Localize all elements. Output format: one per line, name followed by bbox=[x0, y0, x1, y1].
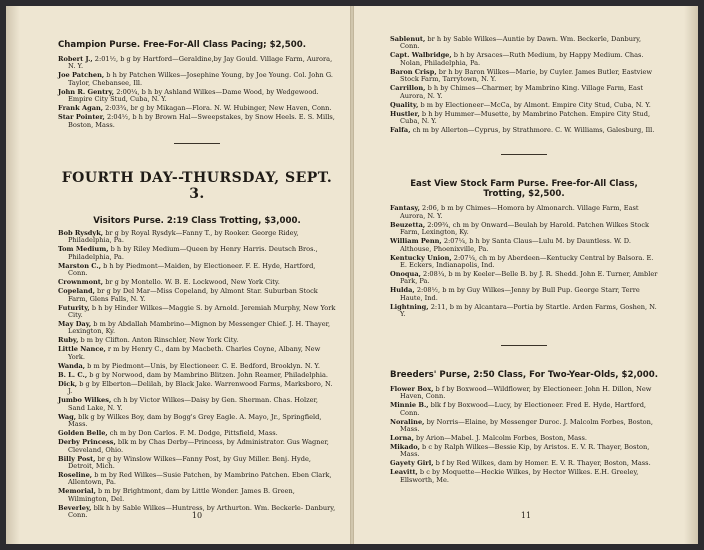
horse-details: by Arion—Mabel. J. Malcolm Forbes, Boston, Mass. bbox=[413, 433, 588, 442]
horse-name: Flower Box, bbox=[390, 384, 434, 393]
horse-entry bbox=[390, 52, 658, 67]
horse-details: r m by Henry C., dam by Macbeth. Charles Coyne, Albany, New York. bbox=[68, 345, 321, 361]
horse-name: Hulda, bbox=[390, 286, 415, 295]
horse-details: 2:09¾, ch m by Onward—Beulah by Harold. Patchen Wilkes Stock Farm, Lexington, Ky. bbox=[400, 220, 650, 237]
page-edge-shadow bbox=[6, 6, 20, 544]
horse-entry bbox=[390, 102, 658, 109]
horse-name: Jumbo Wilkes, bbox=[58, 396, 112, 405]
horse-name: Quality, bbox=[390, 100, 419, 109]
horse-name: Golden Belle, bbox=[58, 429, 108, 438]
horse-entry bbox=[390, 304, 658, 319]
horse-name: John R. Gentry, bbox=[58, 87, 115, 96]
horse-name: Leavitt, bbox=[390, 468, 418, 477]
horse-name: Wag, bbox=[58, 412, 77, 421]
horse-name: Bob Rysdyk, bbox=[58, 229, 104, 238]
horse-details: 2:06, b m by Chimes—Homora by Almonarch. Village Farm, East Aurora, N. Y. bbox=[400, 204, 639, 220]
horse-details: 2:11, b m by Alcantara—Portia by Startle. Arden Farms, Goshen, N. Y. bbox=[400, 302, 657, 319]
horse-entry bbox=[390, 255, 658, 270]
horse-entry bbox=[58, 456, 336, 471]
horse-details: b c by Moquette—Heckie Wilkes, by Hector Wilkes. E.H. Greeley, Ellsworth, Me. bbox=[400, 468, 639, 484]
horse-entry bbox=[390, 435, 658, 442]
horse-details: 2:07¼, ch m by Aberdeen—Kentucky Central by Balsora. E. E. Eckers, Indianapolis, Ind. bbox=[400, 253, 654, 270]
horse-details: b h by Patchen Wilkes—Josephine Young, by Joe Young. Col. John G. Taylor, Chebansee, Ill. bbox=[68, 71, 333, 87]
horse-name: Marston C., bbox=[58, 261, 102, 270]
horse-details: b m by Clifton. Anton Rinschler, New York City. bbox=[78, 336, 239, 345]
horse-name: Little Nance, bbox=[58, 345, 106, 354]
horse-details: 2:04½, b h by Brown Hal—Sweepstakes, by Snow Heels. E. S. Mills, Boston, Mass. bbox=[68, 113, 335, 129]
horse-name: Futurity, bbox=[58, 303, 90, 312]
horse-details: 2:07¼, b h by Santa Claus—Lulu M. by Dauntless. W. D. Althouse, Phoenixville, Pa. bbox=[400, 237, 631, 253]
horse-entry bbox=[390, 69, 658, 84]
horse-name: Roseline, bbox=[58, 470, 93, 479]
horse-name: William Penn, bbox=[390, 237, 442, 246]
eastview-entries bbox=[390, 205, 658, 318]
horse-entry bbox=[58, 363, 336, 370]
horse-name: Joe Patchen, bbox=[58, 71, 105, 80]
horse-entry bbox=[390, 271, 658, 286]
horse-entry bbox=[58, 105, 336, 112]
horse-entry bbox=[390, 460, 658, 467]
horse-entry bbox=[58, 488, 336, 503]
horse-details: b c by Ralph Wilkes—Bessie Kip, by Aristos. E. V. R. Thayer, Boston, Mass. bbox=[400, 442, 650, 459]
horse-name: Robert J., bbox=[58, 55, 93, 63]
horse-entry bbox=[58, 337, 336, 344]
horse-details: 2:01½, b g by Hartford—Geraldine,by Jay Gould. Village Farm, Aurora, N. Y. bbox=[68, 55, 333, 71]
horse-entry bbox=[390, 222, 658, 237]
horse-details: b f by Red Wilkes, dam by Homer. E. V. R. Thayer, Boston, Mass. bbox=[433, 459, 651, 468]
horse-entry bbox=[390, 444, 658, 459]
visitors-entries bbox=[58, 230, 336, 520]
horse-details: br g by Montello. W. B. E. Lockwood, New York City. bbox=[103, 278, 280, 287]
horse-name: Crownmont, bbox=[58, 278, 104, 287]
horse-details: b f by Boxwood—Wildflower, by Electioneer. John H. Dillon, New Haven, Conn. bbox=[400, 384, 652, 401]
horse-entry bbox=[58, 414, 336, 429]
horse-entry bbox=[58, 397, 336, 412]
horse-details: b h by Chimes—Charmer, by Mambrino King. Village Farm, East Aurora, N. Y. bbox=[400, 84, 643, 100]
horse-entry bbox=[58, 381, 336, 396]
horse-entry bbox=[58, 56, 336, 71]
horse-entry bbox=[390, 205, 658, 220]
horse-entry bbox=[390, 111, 658, 126]
horse-entry bbox=[390, 386, 658, 401]
horse-entry bbox=[58, 230, 336, 245]
horse-entry bbox=[58, 305, 336, 320]
horse-details: 2:08¼, b m by Keeler—Belle B. by J. R. Shedd. John E. Turner, Ambler Park, Pa. bbox=[400, 270, 658, 286]
horse-entry bbox=[58, 321, 336, 336]
horse-details: br h by Baron Wilkes—Marie, by Cuyler. James Butler, Eastview Stock Farm, Tarrytown, N. Y. bbox=[400, 67, 653, 84]
horse-name: Gayety Girl, bbox=[390, 459, 434, 468]
horse-name: Ruby, bbox=[58, 336, 79, 345]
horse-entry bbox=[58, 472, 336, 487]
horse-details: b m by Piedmont—Unis, by Electioneer. C. E. Bedford, Brooklyn. N. Y. bbox=[85, 361, 321, 370]
horse-details: by Norris—Elaine, by Messenger Duroc. J. Malcolm Forbes, Boston, Mass. bbox=[400, 417, 653, 433]
horse-entry bbox=[58, 279, 336, 286]
horse-details: b h by Riley Medium—Queen by Henry Harris. Deutsch Bros., Philadelphia, Pa. bbox=[68, 245, 318, 261]
horse-entry bbox=[390, 469, 658, 484]
horse-entry bbox=[390, 127, 658, 134]
horse-details: b m by Electioneer—McCa, by Almont. Empire City Stud, Cuba, N. Y. bbox=[418, 100, 651, 109]
horse-details: b m by Brightmont, dam by Little Wonder. James B. Green, Wilmington, Del. bbox=[68, 487, 295, 503]
horse-details: 2:08½, b m by Guy Wilkes—Jenny by Bull Pup. George Starr, Terre Haute, Ind. bbox=[400, 286, 640, 302]
horse-details: blk g by Wilkes Boy, dam by Bogg's Grey Eagle. A. Mayo, Jr., Springfield, Mass. bbox=[68, 412, 322, 429]
horse-name: Hustler, bbox=[390, 109, 420, 118]
horse-entry bbox=[58, 263, 336, 278]
horse-name: Tom Medium, bbox=[58, 245, 109, 254]
horse-entry bbox=[58, 430, 336, 437]
horse-details: br g by Royal Rysdyk—Fanny T., by Rooker. George Ridey, Philadelphia, Pa. bbox=[68, 229, 299, 245]
horse-name: Carrillon, bbox=[390, 84, 426, 93]
horse-details: blk m by Chas Derby—Princess, by Administrator. Gus Wagner, Cleveland, Ohio. bbox=[68, 438, 329, 454]
horse-details: blk f by Boxwood—Lucy, by Electioneer. Fred E. Hyde, Hartford, Conn. bbox=[400, 401, 647, 417]
horse-details: b g by Norwood, dam by Mambrino Blitzen. John Reamer, Philadelphia. bbox=[87, 370, 329, 379]
horse-name: Dick, bbox=[58, 379, 78, 388]
horse-entry bbox=[390, 419, 658, 434]
horse-name: May Day, bbox=[58, 320, 92, 329]
horse-name: Fantasy, bbox=[390, 204, 420, 213]
horse-details: b g by Elberton—Delilah, by Black Jake. Warrenwood Farms, Marksboro, N. J. bbox=[68, 379, 333, 396]
eastview-purse-heading: East View Stock Farm Purse. Free-for-All Class, Trotting, $2,500. bbox=[410, 179, 638, 200]
page-edge-shadow bbox=[684, 6, 698, 544]
left-page bbox=[6, 6, 350, 544]
horse-details: b m by Abdallah Mambrino—Mignon by Messenger Chief. J. H. Thayer, Lexington, Ky. bbox=[68, 320, 331, 336]
horse-entry bbox=[58, 72, 336, 87]
horse-name: Onoqua, bbox=[390, 270, 421, 279]
book-spread bbox=[6, 6, 698, 544]
horse-name: Star Pointer, bbox=[58, 113, 105, 122]
horse-name: Lightning, bbox=[390, 302, 429, 311]
fourth-day-title: FOURTH DAY--THURSDAY, SEPT. 3. bbox=[61, 170, 333, 203]
horse-entry bbox=[58, 439, 336, 454]
section-divider bbox=[501, 154, 547, 155]
horse-details: b m by Red Wilkes—Susie Patchen, by Mambrino Patchen. Eben Clark, Allentown, Pa. bbox=[68, 470, 332, 487]
horse-entry bbox=[390, 36, 658, 51]
horse-name: Billy Post, bbox=[58, 454, 96, 463]
horse-name: Falfa, bbox=[390, 126, 411, 135]
horse-entry bbox=[58, 288, 336, 303]
horse-details: br h by Sable Wilkes—Auntie by Dawn. Wm. Beckerle, Danbury, Conn. bbox=[400, 35, 642, 51]
breeders-entries bbox=[390, 386, 658, 484]
horse-details: ch m by Don Carlos. F. M. Dodge, Pittsfield, Mass. bbox=[107, 429, 278, 438]
horse-name: Copeland, bbox=[58, 287, 95, 296]
horse-details: b h by Hinder Wilkes—Maggie S. by Arnold. Jeremiah Murphy, New York City. bbox=[68, 303, 336, 320]
right-page bbox=[354, 6, 698, 544]
horse-entry bbox=[390, 402, 658, 417]
horse-details: ch m by Allerton—Cyprus, by Strathmore. C. W. Williams, Galesburg, Ill. bbox=[410, 126, 655, 135]
horse-details: blk h by Sable Wilkes—Huntress, by Arthurton. Wm. Beckerle- Danbury, Conn. bbox=[68, 503, 336, 520]
horse-details: br g by Del Mar—Miss Copeland, by Almont Star. Suburban Stock Farm, Glens Falls, N. Y. bbox=[68, 287, 318, 303]
horse-details: ch h by Victor Wilkes—Daisy by Gen. Sherman. Chas. Holzer, Sand Lake, N. Y. bbox=[68, 396, 318, 412]
horse-name: Mikado, bbox=[390, 442, 420, 451]
horse-entry bbox=[390, 287, 658, 302]
page-number-right: 11 bbox=[520, 511, 532, 520]
horse-details: b h by Arsaces—Ruth Medium, by Happy Medium. Chas. Nolan, Philadelphia, Pa. bbox=[400, 51, 644, 67]
page-number-left: 10 bbox=[191, 511, 203, 520]
visitors-purse-heading: Visitors Purse. 2:19 Class Trotting, $3,000. bbox=[93, 216, 301, 227]
horse-details: b h by Piedmont—Maiden, by Electioneer. F. E. Hyde, Hartford, Conn. bbox=[68, 261, 316, 278]
horse-name: Sablenut, bbox=[390, 35, 426, 43]
horse-name: Derby Princess, bbox=[58, 438, 116, 447]
breeders-purse-heading: Breeders' Purse, 2:50 Class, For Two-Year-Olds, $2,000. bbox=[390, 369, 658, 380]
horse-entry bbox=[58, 114, 336, 129]
horse-name: Beverley, bbox=[58, 503, 92, 512]
horse-details: 2:03¾, br g by Mikagan—Flora. N. W. Hubinger, New Haven, Conn. bbox=[103, 104, 332, 113]
horse-entry bbox=[390, 238, 658, 253]
champion-purse-heading: Champion Purse. Free-For-All Class Pacing; $2,500. bbox=[58, 40, 306, 50]
horse-entry bbox=[58, 89, 336, 104]
section-divider bbox=[174, 143, 220, 144]
horse-name: Beuzetta, bbox=[390, 220, 426, 229]
horse-name: Memorial, bbox=[58, 487, 96, 496]
horse-entry bbox=[58, 372, 336, 379]
horse-name: Lorna, bbox=[390, 433, 414, 442]
horse-name: Baron Crisp, bbox=[390, 67, 437, 76]
horse-name: Noraline, bbox=[390, 417, 425, 426]
horse-name: Wanda, bbox=[58, 361, 86, 370]
horse-name: Capt. Walbridge, bbox=[390, 51, 452, 60]
champion-entries bbox=[58, 56, 336, 129]
horse-entry bbox=[58, 246, 336, 261]
horse-details: br g by Winslow Wilkes—Fanny Post, by Guy Miller. Benj. Hyde, Detroit, Mich. bbox=[68, 454, 311, 470]
horse-details: b h by Hummer—Musette, by Mambrino Patchen. Empire City Stud, Cuba, N. Y. bbox=[400, 109, 651, 126]
horse-name: Kentucky Union, bbox=[390, 253, 452, 262]
horse-name: B. L. C., bbox=[58, 370, 88, 379]
horse-name: Frank Agan, bbox=[58, 104, 104, 113]
horse-entry bbox=[58, 346, 336, 361]
horse-entry bbox=[390, 85, 658, 100]
horse-details: 2:00¼, b h by Ashland Wilkes—Dame Wood, by Wedgewood. Empire City Stud, Cuba, N. Y. bbox=[68, 87, 319, 104]
top-entries bbox=[390, 36, 658, 134]
horse-name: Minnie B., bbox=[390, 401, 429, 410]
section-divider bbox=[501, 345, 547, 346]
